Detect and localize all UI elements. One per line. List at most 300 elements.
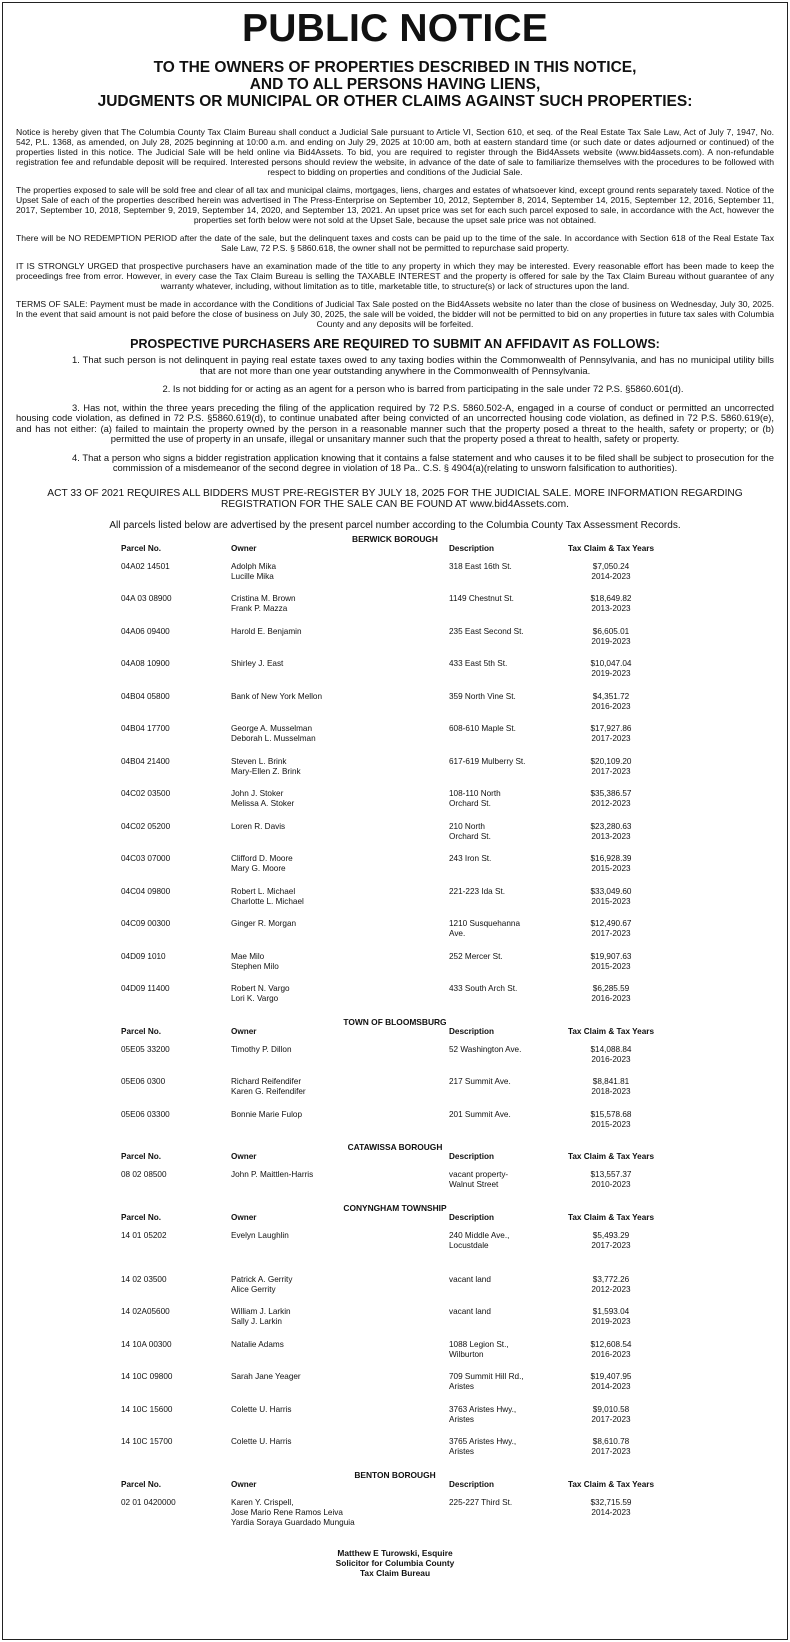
- owner-cell: [231, 627, 302, 637]
- description-line: 210 North: [449, 821, 485, 831]
- tax-years: 2018-2023: [591, 1087, 631, 1096]
- owner-name: William J. Larkin: [231, 1307, 291, 1316]
- tax-years: 2019-2023: [591, 669, 631, 678]
- parcel-row: [16, 1170, 774, 1203]
- description-line: vacant land: [449, 1274, 491, 1284]
- owner-name: Clifford D. Moore: [231, 854, 293, 863]
- description-line: 1088 Legion St.,: [449, 1339, 509, 1349]
- tax-years: 2014-2023: [591, 1382, 631, 1391]
- description-line: Aristes: [449, 1382, 475, 1391]
- parcel-number: 14 01 05202: [121, 1230, 167, 1240]
- column-header-owner: Owner: [231, 1026, 257, 1036]
- owner-name: Robert N. Vargo: [231, 984, 290, 993]
- owner-cell: [231, 562, 276, 582]
- affidavit-item: 2. Is not bidding for or acting as an agent for a person who is barred from participating in the sale under 72 P.S. §5860.601(d).: [162, 383, 684, 394]
- parcel-number: 04C03 07000: [121, 854, 171, 863]
- tax-amount: $8,841.81: [592, 1077, 630, 1086]
- description-line: 252 Mercer St.: [449, 951, 503, 961]
- parcel-row: [16, 724, 774, 757]
- description-line: 318 East 16th St.: [449, 561, 512, 571]
- tax-cell: [564, 1170, 658, 1190]
- description-cell: [449, 1405, 516, 1425]
- tax-amount: $3,772.26: [592, 1274, 630, 1284]
- column-header-tax: Tax Claim & Tax Years: [567, 1479, 654, 1489]
- owner-name: Loren R. Davis: [231, 821, 286, 831]
- tax-cell: [564, 952, 658, 972]
- owner-name: Karen Y. Crispell,: [231, 1497, 294, 1507]
- description-line: 433 South Arch St.: [449, 984, 518, 993]
- column-header-row: [16, 1152, 774, 1170]
- tax-cell: [564, 984, 658, 1004]
- column-header-row: [16, 1480, 774, 1498]
- tax-amount: $4,351.72: [592, 691, 630, 701]
- owner-cell: [231, 984, 290, 1004]
- owner-cell: [231, 1437, 292, 1447]
- column-header-tax: Tax Claim & Tax Years: [567, 1212, 654, 1222]
- owner-name: Bonnie Marie Fulop: [231, 1109, 302, 1119]
- parcel-number: 04A02 14501: [121, 561, 170, 571]
- column-header-description: Description: [449, 1152, 495, 1161]
- tax-amount: $8,610.78: [592, 1437, 630, 1446]
- tax-cell: [564, 1437, 658, 1457]
- description-line: 1210 Susquehanna: [449, 919, 521, 928]
- parcel-number: 04B04 21400: [121, 756, 170, 766]
- sale-notice-paragraph: Notice is hereby given that The Columbia County Tax Claim Bureau shall conduct a Judicial Sale pursuant to Article VI, Section 610, et seq. of the Real Estate Tax Sale Law, Act of July 7, 1947, No. 542, P.L. 1368, as amended, on July 28, 2025 beginning at 10:00 a.m. and ending on July 29, 2025 at 10:00 am, both at eastern standard time (or such date or dates adjourned or continued) of the properties listed in this notice. The Judicial Sale will be held online via Bid4Assets. To bid, you are required to register through the Bid4Assets website (www.bid4assets.com). A non-refundable registration fee and refundable deposit will be required. Interested persons should review the website, in advance of the date of sale to familiarize themselves with the procedures to be followed with respect to bidding on properties and conditions of the Judicial Sale.: [16, 127, 774, 177]
- tax-amount: $14,088.84: [590, 1044, 632, 1054]
- description-line: 240 Middle Ave.,: [449, 1230, 510, 1240]
- column-header-tax: Tax Claim & Tax Years: [567, 1026, 654, 1036]
- tax-amount: $6,285.59: [592, 984, 630, 993]
- parcel-row: [16, 1340, 774, 1373]
- tax-years: 2016-2023: [591, 994, 631, 1003]
- tax-years: 2015-2023: [591, 961, 631, 971]
- parcel-row: [16, 1275, 774, 1308]
- column-header-row: [16, 544, 774, 562]
- tax-cell: [564, 692, 658, 712]
- description-cell: [449, 822, 491, 842]
- tax-cell: [564, 627, 658, 647]
- affidavit-item: 3. Has not, within the three years preceding the filing of the application required by 72 P.S. 5860.502-A, engaged in a course of conduct or permitted an uncorrected housing code violation, as defined in 72 P.S. §5860.619(d), to continue unabated after being convicted of an uncorrected housing code violation, as defined in 72 P.S. 5860.619(e), and has not either: (a) failed to maintain the property owned by the person in a reasonable manner such that the property posed a threat to the health, safety or property; or (b) permitted the use of property in an unsafe, illegal or unsanitary manner such that the property posed a threat to health, safety or property.: [16, 401, 774, 444]
- owner-name: Bank of New York Mellon: [231, 691, 323, 701]
- owner-name: Mary G. Moore: [231, 864, 286, 873]
- parcel-section: [16, 1017, 774, 1143]
- tax-cell: [564, 659, 658, 679]
- parcel-row: [16, 757, 774, 790]
- owner-cell: [231, 1231, 289, 1241]
- description-line: Aristes: [449, 1447, 475, 1456]
- parcel-number: 14 02 03500: [121, 1274, 167, 1284]
- owner-name: Charlotte L. Michael: [231, 896, 304, 906]
- parcel-section: [16, 534, 774, 1017]
- tax-amount: $5,493.29: [592, 1230, 630, 1240]
- description-cell: [449, 887, 505, 897]
- description-line: 108-110 North: [449, 789, 501, 798]
- column-header-description: Description: [449, 543, 495, 553]
- description-cell: [449, 952, 503, 962]
- signature-name: Matthew E Turowski, Esquire: [337, 1547, 453, 1558]
- owner-name: Sally J. Larkin: [231, 1317, 282, 1326]
- parcel-row: [16, 789, 774, 822]
- column-header-tax: Tax Claim & Tax Years: [567, 1152, 654, 1161]
- tax-cell: [564, 1231, 658, 1251]
- parcel-row: [16, 919, 774, 952]
- description-cell: [449, 627, 524, 637]
- parcel-row: [16, 1231, 774, 1275]
- column-header-parcel: Parcel No.: [121, 1026, 162, 1036]
- owner-name: Adolph Mika: [231, 561, 277, 571]
- tax-cell: [564, 594, 658, 614]
- owner-cell: [231, 757, 301, 777]
- tax-amount: $19,907.63: [590, 951, 632, 961]
- description-cell: [449, 1275, 491, 1285]
- parcel-number: 04B04 17700: [121, 724, 170, 733]
- tax-years: 2017-2023: [591, 929, 631, 938]
- description-line: 235 East Second St.: [449, 626, 524, 636]
- owner-name: Jose Mario Rene Ramos Leiva: [231, 1507, 343, 1517]
- parcel-section: [16, 1470, 774, 1542]
- section-title: CONYNGHAM TOWNSHIP: [343, 1202, 447, 1213]
- description-cell: [449, 854, 491, 864]
- owner-name: Ginger R. Morgan: [231, 919, 297, 928]
- tax-cell: [564, 1405, 658, 1425]
- description-line: 217 Summit Ave.: [449, 1077, 511, 1086]
- tax-amount: $12,490.67: [590, 919, 632, 928]
- description-line: 52 Washington Ave.: [449, 1044, 522, 1054]
- description-line: 608-610 Maple St.: [449, 724, 516, 733]
- owner-cell: [231, 1077, 306, 1097]
- owner-name: Colette U. Harris: [231, 1404, 292, 1414]
- owner-cell: [231, 1405, 292, 1415]
- parcel-number: 04C04 09800: [121, 886, 171, 896]
- description-line: vacant land: [449, 1307, 491, 1316]
- signature-title: Solicitor for Columbia County: [335, 1557, 455, 1568]
- description-cell: [449, 757, 525, 767]
- signature-block: [16, 1548, 774, 1578]
- parcel-row: [16, 1045, 774, 1078]
- tax-amount: $20,109.20: [590, 756, 632, 766]
- tax-amount: $17,927.86: [590, 724, 632, 733]
- tax-years: 2012-2023: [591, 799, 631, 808]
- signature-office: Tax Claim Bureau: [359, 1567, 431, 1578]
- owner-cell: [231, 1045, 292, 1055]
- description-cell: [449, 1110, 511, 1120]
- notice-subtitle: [16, 59, 774, 110]
- description-line: 201 Summit Ave.: [449, 1109, 511, 1119]
- tax-years: 2019-2023: [591, 636, 631, 646]
- tax-amount: $33,049.60: [590, 886, 632, 896]
- description-cell: [449, 594, 514, 604]
- tax-amount: $7,050.24: [592, 561, 630, 571]
- description-cell: [449, 1045, 521, 1055]
- parcel-row: [16, 1372, 774, 1405]
- description-line: Orchard St.: [449, 831, 491, 841]
- tax-years: 2017-2023: [591, 766, 631, 776]
- tax-cell: [564, 822, 658, 842]
- parcel-row: [16, 692, 774, 725]
- notice-title: PUBLIC NOTICE: [242, 7, 548, 50]
- description-line: Locustdale: [449, 1240, 489, 1250]
- column-header-description: Description: [449, 1479, 495, 1489]
- tax-amount: $16,928.39: [590, 854, 632, 863]
- parcel-row: [16, 854, 774, 887]
- tax-years: 2016-2023: [591, 701, 631, 711]
- parcel-number: 05E06 0300: [121, 1077, 166, 1086]
- description-line: Wilburton: [449, 1349, 484, 1359]
- tax-amount: $18,649.82: [590, 594, 632, 603]
- parcel-listing: [16, 534, 774, 1542]
- description-cell: [449, 1372, 524, 1392]
- redemption-paragraph: There will be NO REDEMPTION PERIOD after the date of the sale, but the delinquent taxes and costs can be paid up to the time of the sale. In accordance with Section 618 of the Real Estate Tax Sale Law, 72 P.S. § 5860.618, the owner shall not be permitted to repurchase said property.: [16, 233, 774, 253]
- tax-years: 2014-2023: [591, 571, 631, 581]
- tax-years: 2016-2023: [591, 1349, 631, 1359]
- column-header-owner: Owner: [231, 543, 257, 553]
- description-line: Aristes: [449, 1414, 475, 1424]
- section-title: TOWN OF BLOOMSBURG: [343, 1016, 447, 1027]
- description-line: vacant property-: [449, 1170, 509, 1179]
- owner-name: Lucille Mika: [231, 571, 274, 581]
- parcel-row: [16, 1077, 774, 1110]
- owner-name: George A. Musselman: [231, 724, 313, 733]
- owner-name: Harold E. Benjamin: [231, 626, 302, 636]
- parcel-number: 04B04 05800: [121, 691, 170, 701]
- owner-cell: [231, 594, 296, 614]
- owner-cell: [231, 1275, 292, 1295]
- description-line: Walnut Street: [449, 1180, 499, 1189]
- owner-cell: [231, 952, 279, 972]
- tax-cell: [564, 1307, 658, 1327]
- owner-cell: [231, 919, 296, 929]
- tax-years: 2019-2023: [591, 1317, 631, 1326]
- owner-cell: [231, 789, 294, 809]
- tax-amount: $6,605.01: [592, 626, 630, 636]
- section-title: CATAWISSA BOROUGH: [347, 1142, 443, 1152]
- owner-name: John P. Maittlen-Harris: [231, 1170, 314, 1179]
- column-header-owner: Owner: [231, 1212, 257, 1222]
- parcel-number: 14 02A05600: [121, 1307, 170, 1316]
- affidavit-item: 1. That such person is not delinquent in paying real estate taxes owed to any taxing bodies within the Commonwealth of Pennsylvania, and has no municipal utility bills that are not more than one year outstanding anywhere in the Commonwealth of Pennsylvania.: [72, 354, 774, 376]
- tax-years: 2010-2023: [591, 1180, 631, 1189]
- parcel-number: 14 10C 15600: [121, 1404, 173, 1414]
- tax-years: 2013-2023: [591, 604, 631, 613]
- column-header-row: [16, 1027, 774, 1045]
- parcel-number: 04D09 11400: [121, 984, 170, 993]
- parcel-number: 05E05 33200: [121, 1044, 170, 1054]
- tax-years: 2015-2023: [591, 864, 631, 873]
- terms-of-sale-paragraph: TERMS OF SALE: Payment must be made in accordance with the Conditions of Judicial Tax Sale posted on the Bid4Assets website no later than the close of business on Wednesday, July 30, 2025. In the event that said amount is not paid before the close of business on July 30, 2025, the sale will be voided, the bidder will not be permitted to bid on any properties in future tax sales with Columbia County and any deposits will be forfeited.: [16, 299, 774, 329]
- all-parcels-statement: All parcels listed below are advertised by the present parcel number according to the Columbia County Tax Assessment Records.: [109, 519, 681, 531]
- description-line: 3763 Aristes Hwy.,: [449, 1404, 517, 1414]
- parcel-number: 04C09 00300: [121, 919, 171, 928]
- act-33-notice: ACT 33 OF 2021 REQUIRES ALL BIDDERS MUST PRE-REGISTER BY JULY 18, 2025 FOR THE JUDICIAL SALE. MORE INFORMATION REGARDING REGISTRATION FOR THE SALE CAN BE FOUND AT www.bid4Assets.com.: [47, 487, 743, 510]
- tax-amount: $1,593.04: [592, 1307, 630, 1316]
- tax-amount: $35,386.57: [590, 789, 632, 798]
- tax-cell: [564, 724, 658, 744]
- description-line: 3765 Aristes Hwy.,: [449, 1437, 517, 1446]
- owner-cell: [231, 692, 322, 702]
- parcel-number: 14 10C 15700: [121, 1437, 173, 1446]
- free-and-clear-paragraph: The properties exposed to sale will be sold free and clear of all tax and municipal claims, mortgages, liens, charges and estates of whatsoever kind, except ground rents separately taxed. Notice of the Upset Sale of each of the properties described herein was advertised in The Press-Enterprise on September 10, 2012, September 8, 2014, September 14, 2015, September 12, 2016, September 11, 2017, September 10, 2018, September 9, 2019, September 14, 2020, and September 13, 2021. An upset price was set for each such parcel exposed to sale, in accordance with the Act, however the properties set forth below were not sold at the Upset Sale, because the upset sale price was not obtained.: [16, 185, 774, 225]
- tax-cell: [564, 919, 658, 939]
- tax-amount: $13,557.37: [590, 1170, 632, 1179]
- tax-amount: $10,047.04: [590, 659, 632, 668]
- tax-years: 2017-2023: [591, 1447, 631, 1456]
- owner-name: Shirley J. East: [231, 659, 284, 668]
- parcel-row: [16, 627, 774, 660]
- owner-name: Mae Milo: [231, 951, 265, 961]
- owner-name: Yardia Soraya Guardado Munguia: [231, 1517, 355, 1527]
- column-header-description: Description: [449, 1212, 495, 1222]
- owner-cell: [231, 1372, 301, 1382]
- owner-name: Deborah L. Musselman: [231, 734, 316, 743]
- owner-cell: [231, 854, 293, 874]
- column-header-parcel: Parcel No.: [121, 1479, 162, 1489]
- owner-name: Lori K. Vargo: [231, 994, 279, 1003]
- column-header-parcel: Parcel No.: [121, 543, 162, 553]
- tax-years: 2017-2023: [591, 1240, 631, 1250]
- parcel-row: [16, 1498, 774, 1542]
- parcel-row: [16, 1405, 774, 1438]
- column-header-description: Description: [449, 1026, 495, 1036]
- description-cell: [449, 1340, 509, 1360]
- tax-years: 2015-2023: [591, 1119, 631, 1129]
- description-line: 1149 Chestnut St.: [449, 594, 514, 603]
- owner-name: Evelyn Laughlin: [231, 1230, 289, 1240]
- tax-cell: [564, 1110, 658, 1130]
- owner-name: Robert L. Michael: [231, 886, 296, 896]
- parcel-number: 04A08 10900: [121, 659, 170, 668]
- parcel-row: [16, 594, 774, 627]
- owner-cell: [231, 724, 316, 744]
- tax-cell: [564, 1372, 658, 1392]
- description-cell: [449, 1437, 516, 1457]
- subtitle-line: TO THE OWNERS OF PROPERTIES DESCRIBED IN THIS NOTICE,: [153, 59, 637, 76]
- parcel-number: 08 02 08500: [121, 1170, 167, 1179]
- owner-name: Stephen Milo: [231, 961, 279, 971]
- description-cell: [449, 1077, 511, 1087]
- owner-name: Karen G. Reifendifer: [231, 1087, 306, 1096]
- parcel-number: 05E06 03300: [121, 1109, 170, 1119]
- parcel-number: 14 10A 00300: [121, 1339, 172, 1349]
- tax-years: 2017-2023: [591, 734, 631, 743]
- owner-name: John J. Stoker: [231, 789, 284, 798]
- parcel-section: [16, 1142, 774, 1203]
- owner-cell: [231, 1307, 291, 1327]
- column-header-owner: Owner: [231, 1479, 257, 1489]
- parcel-number: 02 01 0420000: [121, 1497, 176, 1507]
- owner-name: Richard Reifendifer: [231, 1077, 302, 1086]
- owner-name: Frank P. Mazza: [231, 604, 288, 613]
- tax-amount: $12,608.54: [590, 1339, 632, 1349]
- description-cell: [449, 984, 517, 994]
- description-cell: [449, 562, 512, 572]
- tax-years: 2012-2023: [591, 1284, 631, 1294]
- subtitle-line: JUDGMENTS OR MUNICIPAL OR OTHER CLAIMS AGAINST SUCH PROPERTIES:: [97, 93, 693, 110]
- owner-name: Natalie Adams: [231, 1339, 284, 1349]
- tax-years: 2013-2023: [591, 831, 631, 841]
- owner-name: Melissa A. Stoker: [231, 799, 295, 808]
- section-title: BENTON BOROUGH: [354, 1469, 436, 1480]
- parcel-number: 04C02 05200: [121, 821, 171, 831]
- subtitle-line: AND TO ALL PERSONS HAVING LIENS,: [249, 76, 541, 93]
- owner-name: Colette U. Harris: [231, 1437, 292, 1446]
- parcel-number: 14 10C 09800: [121, 1372, 173, 1381]
- description-line: 709 Summit Hill Rd.,: [449, 1372, 524, 1381]
- description-cell: [449, 789, 501, 809]
- parcel-row: [16, 659, 774, 692]
- tax-cell: [564, 887, 658, 907]
- affidavit-heading: PROSPECTIVE PURCHASERS ARE REQUIRED TO SUBMIT AN AFFIDAVIT AS FOLLOWS:: [130, 337, 660, 351]
- description-cell: [449, 659, 507, 669]
- description-cell: [449, 1170, 508, 1190]
- owner-name: Timothy P. Dillon: [231, 1044, 292, 1054]
- parcel-row: [16, 562, 774, 595]
- description-line: 225-227 Third St.: [449, 1497, 513, 1507]
- tax-years: 2016-2023: [591, 1054, 631, 1064]
- description-cell: [449, 919, 520, 939]
- description-line: 617-619 Mulberry St.: [449, 756, 526, 766]
- notice-page: [2, 2, 788, 1640]
- parcel-row: [16, 1437, 774, 1470]
- owner-cell: [231, 1340, 284, 1350]
- column-header-row: [16, 1213, 774, 1231]
- parcel-section: [16, 1203, 774, 1470]
- owner-name: Steven L. Brink: [231, 756, 287, 766]
- tax-cell: [564, 1498, 658, 1518]
- parcel-row: [16, 984, 774, 1017]
- description-line: Orchard St.: [449, 799, 491, 808]
- description-line: 359 North Vine St.: [449, 691, 516, 701]
- tax-cell: [564, 1077, 658, 1097]
- description-line: 243 Iron St.: [449, 854, 492, 863]
- parcel-row: [16, 952, 774, 985]
- owner-cell: [231, 822, 285, 832]
- parcel-row: [16, 1307, 774, 1340]
- tax-cell: [564, 1340, 658, 1360]
- parcel-row: [16, 1110, 774, 1143]
- column-header-parcel: Parcel No.: [121, 1152, 162, 1161]
- owner-name: Mary-Ellen Z. Brink: [231, 766, 301, 776]
- affidavit-item: 4. That a person who signs a bidder registration application knowing that it contains a false statement and who causes it to be filed shall be subject to prosecution for the commission of a misdemeanor of the second degree in violation of 18 Pa.. C.S. § 4904(a)(relating to unsworn falsification to authorities).: [72, 451, 774, 473]
- title-examination-paragraph: IT IS STRONGLY URGED that prospective purchasers have an examination made of the title to any property in which they may be interested. Every reasonable effort has been made to keep the proceedings free from error. However, in every case the Tax Claim Bureau is selling the TAXABLE INTEREST and the property is offered for sale by the Tax Claim Bureau without guarantee of any warranty whatever, including, without limitation as to title, marketable title, to structure(s) or lack of structures upon the land.: [16, 261, 774, 291]
- column-header-parcel: Parcel No.: [121, 1212, 162, 1222]
- description-line: Ave.: [449, 929, 466, 938]
- tax-amount: $19,407.95: [590, 1372, 632, 1381]
- description-cell: [449, 1231, 509, 1251]
- section-title: BERWICK BOROUGH: [352, 533, 438, 544]
- tax-cell: [564, 1275, 658, 1295]
- tax-cell: [564, 757, 658, 777]
- tax-years: 2017-2023: [591, 1414, 631, 1424]
- tax-amount: $15,578.68: [590, 1109, 632, 1119]
- parcel-number: 04D09 1010: [121, 951, 166, 961]
- owner-name: Alice Gerrity: [231, 1284, 276, 1294]
- tax-amount: $23,280.63: [590, 821, 632, 831]
- owner-cell: [231, 1170, 313, 1180]
- parcel-number: 04C02 03500: [121, 789, 171, 798]
- parcel-row: [16, 822, 774, 855]
- owner-cell: [231, 1498, 355, 1528]
- description-cell: [449, 724, 516, 734]
- description-line: 221-223 Ida St.: [449, 886, 505, 896]
- tax-cell: [564, 562, 658, 582]
- owner-cell: [231, 659, 283, 669]
- owner-name: Sarah Jane Yeager: [231, 1372, 301, 1381]
- column-header-owner: Owner: [231, 1152, 257, 1161]
- tax-amount: $9,010.58: [592, 1404, 630, 1414]
- owner-name: Cristina M. Brown: [231, 594, 296, 603]
- tax-cell: [564, 789, 658, 809]
- owner-cell: [231, 1110, 302, 1120]
